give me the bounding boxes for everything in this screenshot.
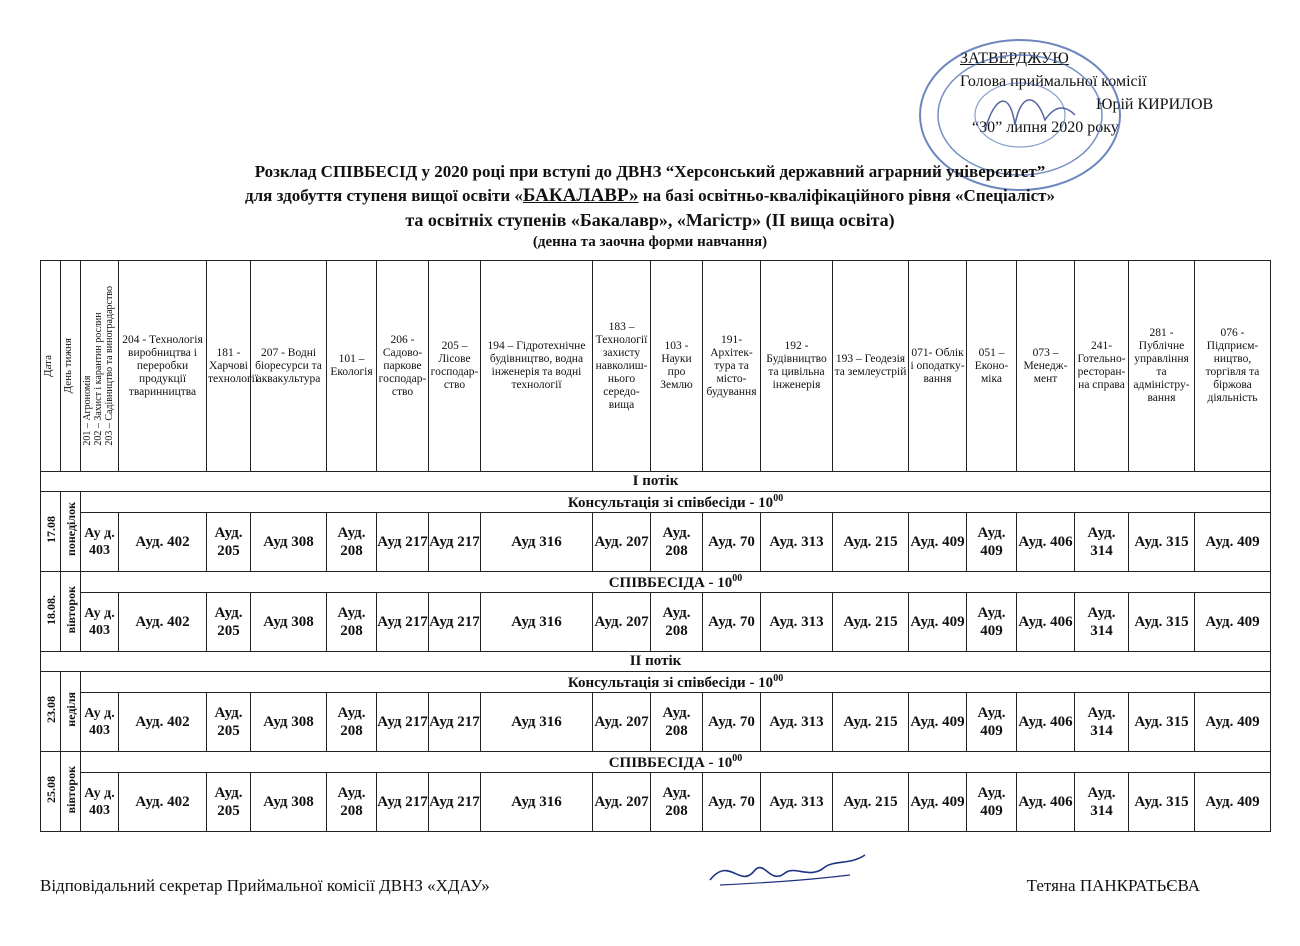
weekday-cell	[61, 752, 81, 832]
room-cell: Ауд. 207	[593, 513, 651, 572]
weekday-label: вівторок	[63, 765, 78, 814]
room-cell: Ауд. 207	[593, 773, 651, 832]
header-specialty-label: 193 – Геодезія та землеустрій	[834, 353, 907, 378]
header-specialty	[429, 261, 481, 472]
room-cell: Ауд. 409	[909, 513, 967, 572]
event-title	[81, 672, 1271, 693]
title-line-2-part-2: на базі освітньо-кваліфікаційного рівня «Спеціаліст»	[638, 186, 1055, 205]
room-cell: Ау д. 403	[81, 593, 119, 652]
room-cell: Ауд 308	[251, 693, 327, 752]
rooms-row	[41, 513, 1271, 572]
weekday-label: понеділок	[63, 502, 78, 557]
room-cell: Ауд. 406	[1017, 513, 1075, 572]
event-label: Консультація зі співбесіди - 10	[567, 674, 774, 691]
room-cell: Ауд. 205	[207, 773, 251, 832]
room-cell: Ауд. 409	[909, 693, 967, 752]
schedule-table	[40, 260, 1271, 832]
header-specialty-label: 101 – Екологія	[330, 353, 373, 378]
header-specialty-label: 183 – Технології захисту навколиш-нього середо-вища	[595, 320, 648, 411]
header-specialty-label: 207 - Водні біоресурси та аквакультура	[255, 346, 322, 385]
header-specialty-label: 241- Готельно-ресторан-на справа	[1077, 340, 1126, 391]
event-time-superscript: 00	[773, 492, 784, 504]
approval-name: Юрій КИРИЛОВ	[1096, 96, 1214, 113]
header-specialty	[481, 261, 593, 472]
event-title	[81, 492, 1271, 513]
room-cell: Ауд. 409	[967, 693, 1017, 752]
date-label: 17.08	[43, 516, 58, 543]
room-cell: Ауд. 215	[833, 513, 909, 572]
header-specialty	[593, 261, 651, 472]
room-cell: Ауд. 315	[1129, 513, 1195, 572]
room-cell: Ауд. 406	[1017, 773, 1075, 832]
header-specialty	[119, 261, 207, 472]
room-cell: Ауд. 409	[967, 593, 1017, 652]
room-cell: Ауд. 409	[1195, 593, 1271, 652]
stream-row	[41, 652, 1271, 672]
room-cell: Ауд 217	[377, 513, 429, 572]
header-specialty-label: 194 – Гідротехнічне будівництво, водна інженерія та водні технології	[487, 340, 586, 391]
date-label: 23.08	[43, 696, 58, 723]
header-row	[41, 261, 1271, 472]
room-cell: Ауд. 314	[1075, 513, 1129, 572]
room-cell: Ауд 217	[429, 593, 481, 652]
room-cell: Ауд 316	[481, 593, 593, 652]
room-cell: Ауд 308	[251, 773, 327, 832]
room-cell: Ауд. 406	[1017, 593, 1075, 652]
header-specialty-label: 205 – Лісове господар-ство	[430, 340, 479, 391]
header-specialty-label: 281 - Публічне управління та адміністру-вання	[1133, 327, 1190, 404]
event-row	[41, 492, 1271, 513]
room-cell: Ауд. 208	[327, 773, 377, 832]
weekday-cell	[61, 672, 81, 752]
room-cell: Ауд. 314	[1075, 593, 1129, 652]
title-line-1: Розклад СПІВБЕСІД у 2020 році при вступі до ДВНЗ “Херсонський державний аграрний університет”	[254, 162, 1046, 181]
header-specialty	[967, 261, 1017, 472]
event-time-superscript: 00	[773, 672, 784, 684]
room-cell: Ау д. 403	[81, 513, 119, 572]
room-cell: Ауд 217	[429, 513, 481, 572]
room-cell: Ауд. 70	[703, 773, 761, 832]
room-cell: Ауд. 313	[761, 693, 833, 752]
rooms-row	[41, 773, 1271, 832]
header-specialty-label: 192 - Будівництво та цивільна інженерія	[766, 340, 827, 391]
room-cell: Ауд. 409	[1195, 693, 1271, 752]
header-specialty	[251, 261, 327, 472]
header-specialty-label: 206 - Садово-паркове господар-ство	[378, 333, 427, 398]
room-cell: Ауд. 205	[207, 513, 251, 572]
rooms-row	[41, 693, 1271, 752]
header-specialty	[1075, 261, 1129, 472]
room-cell: Ауд. 409	[967, 773, 1017, 832]
room-cell: Ауд. 215	[833, 693, 909, 752]
title-degree: БАКАЛАВР»	[522, 185, 639, 206]
room-cell: Ауд. 315	[1129, 693, 1195, 752]
header-specialty	[909, 261, 967, 472]
room-cell: Ауд 316	[481, 773, 593, 832]
approval-date: “30” липня 2020 року	[972, 119, 1119, 136]
header-date-label: Дата	[42, 355, 54, 377]
header-specialty-label: 191- Архітек-тура та місто-будування	[706, 333, 757, 398]
room-cell: Ауд 217	[429, 773, 481, 832]
room-cell: Ауд. 406	[1017, 693, 1075, 752]
event-label: СПІВБЕСІДА - 10	[608, 574, 733, 591]
room-cell: Ауд 217	[377, 593, 429, 652]
event-label: СПІВБЕСІДА - 10	[608, 754, 733, 771]
room-cell: Ауд. 409	[967, 513, 1017, 572]
room-cell: Ауд. 314	[1075, 693, 1129, 752]
room-cell: Ауд. 402	[119, 593, 207, 652]
room-cell: Ауд 308	[251, 513, 327, 572]
header-specialty-label: 204 - Технологія виробництва і переробки продукції тваринництва	[122, 333, 203, 398]
header-day	[61, 261, 81, 472]
header-specialty-label: 073 – Менедж-мент	[1023, 346, 1068, 385]
header-specialty-label: 071- Облік і оподатку-вання	[910, 346, 965, 385]
header-agronomy-label: 201 – Агрономія 202 – Захист і карантин рослин 203 – Садівництво та виноградарство	[82, 286, 115, 446]
header-agronomy	[81, 261, 119, 472]
weekday-label: вівторок	[63, 585, 78, 634]
footer-secretary-name: Тетяна ПАНКРАТЬЄВА	[1026, 876, 1200, 895]
header-specialty-label: 051 – Еконо-міка	[974, 346, 1009, 385]
header-day-label: День тижня	[62, 338, 74, 394]
event-row	[41, 672, 1271, 693]
room-cell: Ауд 217	[429, 693, 481, 752]
date-label: 18.08.	[43, 594, 58, 625]
room-cell: Ауд. 409	[1195, 513, 1271, 572]
rooms-row	[41, 593, 1271, 652]
header-specialty-label: 103 - Науки про Землю	[660, 340, 693, 391]
header-specialty	[1195, 261, 1271, 472]
room-cell: Ауд. 208	[651, 773, 703, 832]
room-cell: Ауд. 208	[327, 593, 377, 652]
secretary-signature	[700, 845, 870, 900]
room-cell: Ауд. 402	[119, 513, 207, 572]
room-cell: Ауд. 313	[761, 513, 833, 572]
approval-position: Голова приймальної комісії	[960, 73, 1147, 90]
header-specialty	[833, 261, 909, 472]
room-cell: Ауд. 208	[651, 513, 703, 572]
header-specialty	[1129, 261, 1195, 472]
room-cell: Ауд. 315	[1129, 593, 1195, 652]
room-cell: Ауд. 208	[327, 513, 377, 572]
room-cell: Ауд 217	[377, 693, 429, 752]
room-cell: Ауд 316	[481, 513, 593, 572]
room-cell: Ау д. 403	[81, 693, 119, 752]
weekday-cell	[61, 572, 81, 652]
header-specialty	[1017, 261, 1075, 472]
date-cell	[41, 492, 61, 572]
room-cell: Ауд. 215	[833, 773, 909, 832]
event-title	[81, 752, 1271, 773]
room-cell: Ауд. 315	[1129, 773, 1195, 832]
room-cell: Ауд. 208	[327, 693, 377, 752]
room-cell: Ауд. 313	[761, 773, 833, 832]
title-line-3: та освітніх ступенів «Бакалавр», «Магістр» (ІІ вища освіта)	[405, 210, 895, 230]
weekday-label: неділя	[63, 692, 78, 727]
approval-block	[960, 47, 1213, 139]
room-cell: Ауд. 409	[1195, 773, 1271, 832]
room-cell: Ауд. 70	[703, 593, 761, 652]
event-row	[41, 572, 1271, 593]
room-cell: Ауд. 70	[703, 513, 761, 572]
title-line-2	[0, 184, 1300, 208]
room-cell: Ауд. 409	[909, 593, 967, 652]
room-cell: Ау д. 403	[81, 773, 119, 832]
title-line-4: (денна та заочна форми навчання)	[532, 234, 768, 250]
room-cell: Ауд. 313	[761, 593, 833, 652]
event-title	[81, 572, 1271, 593]
event-time-superscript: 00	[732, 572, 743, 584]
date-cell	[41, 752, 61, 832]
event-label: Консультація зі співбесіди - 10	[567, 494, 774, 511]
room-cell: Ауд 217	[377, 773, 429, 832]
room-cell: Ауд. 409	[909, 773, 967, 832]
room-cell: Ауд. 402	[119, 693, 207, 752]
event-row	[41, 752, 1271, 773]
header-specialty	[703, 261, 761, 472]
room-cell: Ауд. 70	[703, 693, 761, 752]
room-cell: Ауд. 402	[119, 773, 207, 832]
room-cell: Ауд. 215	[833, 593, 909, 652]
room-cell: Ауд. 205	[207, 593, 251, 652]
title-line-2-part-1: для здобуття ступеня вищої освіти «	[244, 186, 523, 205]
stream-label: І потік	[41, 472, 1271, 492]
approval-heading: ЗАТВЕРДЖУЮ	[960, 50, 1069, 67]
footer-secretary-title: Відповідальний секретар Приймальної комісії ДВНЗ «ХДАУ»	[40, 876, 490, 895]
header-specialty	[377, 261, 429, 472]
document-title	[0, 160, 1300, 252]
room-cell: Ауд. 208	[651, 593, 703, 652]
header-specialty-label: 181 - Харчові технології	[208, 346, 259, 385]
room-cell: Ауд. 314	[1075, 773, 1129, 832]
weekday-cell	[61, 492, 81, 572]
room-cell: Ауд. 205	[207, 693, 251, 752]
date-label: 25.08	[43, 776, 58, 803]
date-cell	[41, 572, 61, 652]
event-time-superscript: 00	[732, 752, 743, 764]
header-specialty	[651, 261, 703, 472]
header-date	[41, 261, 61, 472]
header-specialty	[327, 261, 377, 472]
stream-row	[41, 472, 1271, 492]
room-cell: Ауд. 207	[593, 693, 651, 752]
header-specialty-label: 076 - Підприєм-ництво, торгівля та біржова діяльність	[1205, 327, 1260, 404]
room-cell: Ауд 308	[251, 593, 327, 652]
stream-label: ІІ потік	[41, 652, 1271, 672]
header-specialty	[761, 261, 833, 472]
room-cell: Ауд. 208	[651, 693, 703, 752]
date-cell	[41, 672, 61, 752]
room-cell: Ауд 316	[481, 693, 593, 752]
room-cell: Ауд. 207	[593, 593, 651, 652]
header-specialty	[207, 261, 259, 472]
